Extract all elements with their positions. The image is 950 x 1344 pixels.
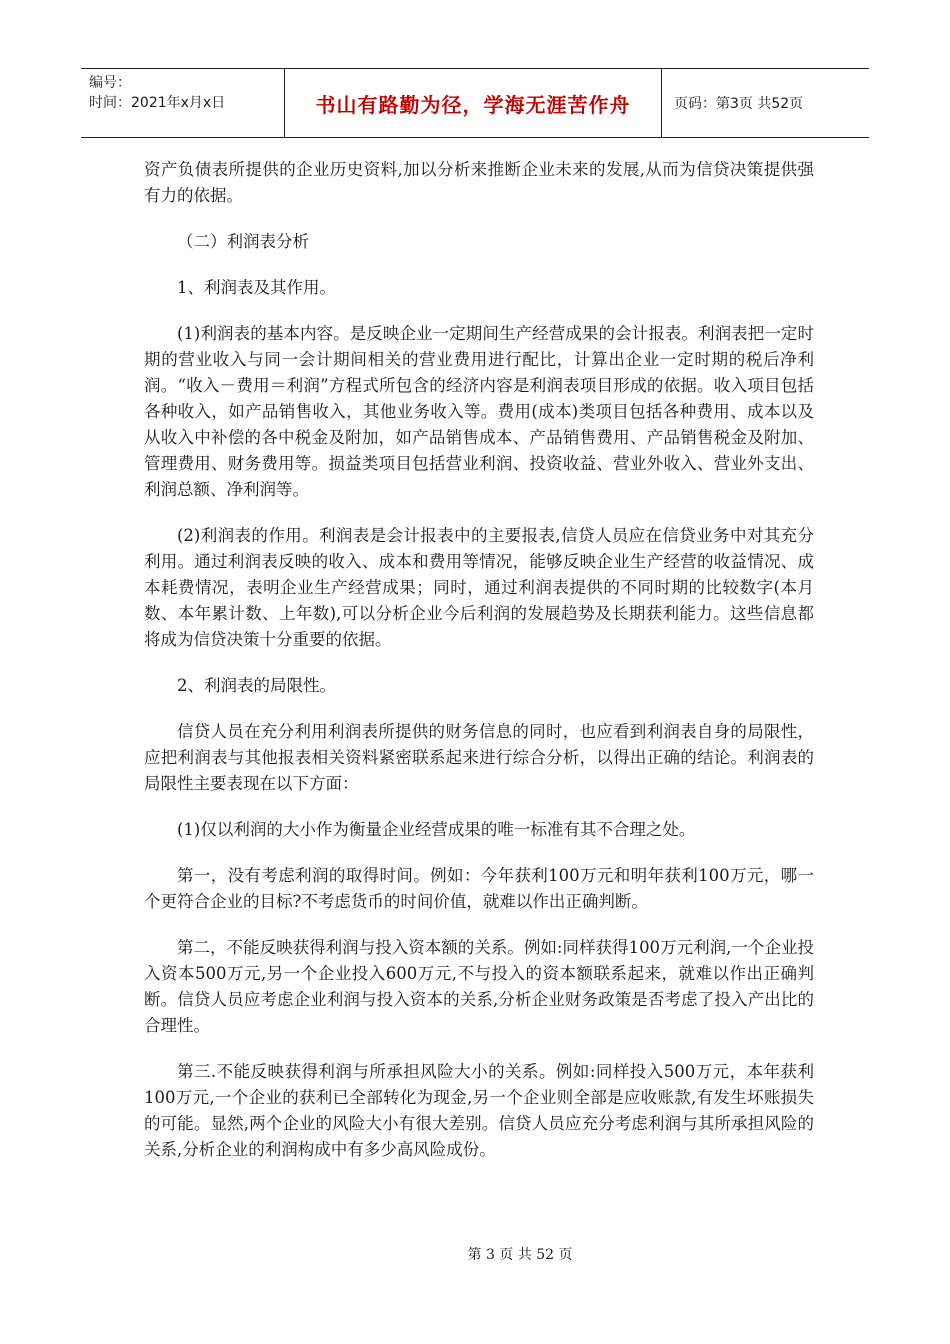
page-footer: 第 3 页 共 52 页: [467, 1247, 573, 1263]
document-body: [144, 157, 814, 1183]
header-page-info: 页码：第3页 共52页: [674, 96, 804, 112]
paragraph: (1)仅以利润的大小作为衡量企业经营成果的唯一标准有其不合理之处。: [177, 820, 696, 839]
section-heading: （二）利润表分析: [177, 232, 309, 251]
paragraph: (1)利润表的基本内容。是反映企业一定期间生产经营成果的会计报表。利润表把一定时期的营业收入与同一会计期间相关的营业费用进行配比，计算出企业一定时期的税后净利润。“收入－费用＝利润”方程式所包含的经济内容是利润表项目形成的依据。收入项目包括各种收入，如产品销售收入，其他业务收入等。费用(成本)类项目包括各种费用、成本以及从收入中补偿的各中税金及附加，如产品销售成本、产品销售费用、产品销售税金及附加、管理费用、财务费用等。损益类项目包括营业利润、投资收益、营业外收入、营业外支出、利润总额、净利润等。: [144, 324, 814, 499]
paragraph: 信贷人员在充分利用利润表所提供的财务信息的同时，也应看到利润表自身的局限性，应把利润表与其他报表相关资料紧密联系起来进行综合分析，以得出正确的结论。利润表的局限性主要表现在以下方面：: [144, 722, 814, 793]
paragraph: 第三.不能反映获得利润与所承担风险大小的关系。例如:同样投入500万元，本年获利100万元,一个企业的获利已全部转化为现金,另一个企业则全部是应收账款,有发生坏账损失的可能。显然,两个企业的风险大小有很大差别。信贷人员应充分考虑利润与其所承担风险的关系,分析企业的利润构成中有多少高风险成份。: [144, 1062, 814, 1159]
paragraph: (2)利润表的作用。利润表是会计报表中的主要报表,信贷人员应在信贷业务中对其充分利用。通过利润表反映的收入、成本和费用等情况，能够反映企业生产经营的收益情况、成本耗费情况，表明企业生产经营成果；同时，通过利润表提供的不同时期的比较数字(本月数、本年累计数、上年数),可以分析企业今后利润的发展趋势及长期获利能力。这些信息都将成为信贷决策十分重要的依据。: [144, 526, 814, 649]
document-number-label: 编号：: [89, 75, 131, 91]
document-date: 时间：2021年x月x日: [89, 95, 226, 111]
header-motto: 书山有路勤为径，学海无涯苦作舟: [285, 69, 662, 137]
paragraph-continuation: 资产负债表所提供的企业历史资料,加以分析来推断企业未来的发展,从而为信贷决策提供强有力的依据。: [144, 160, 814, 205]
paragraph: 第一，没有考虑利润的取得时间。例如：今年获利100万元和明年获利100万元，哪一个更符合企业的目标?不考虑货币的时间价值，就难以作出正确判断。: [144, 866, 814, 911]
subsection-heading: 2、利润表的局限性。: [177, 676, 336, 695]
header-meta: [81, 69, 285, 137]
page-header: [81, 68, 869, 138]
subsection-heading: 1、利润表及其作用。: [177, 278, 336, 297]
paragraph: 第二，不能反映获得利润与投入资本额的关系。例如:同样获得100万元利润,一个企业投入资本500万元,另一个企业投入600万元,不与投入的资本额联系起来，就难以作出正确判断。信贷人员应考虑企业利润与投入资本的关系,分析企业财务政策是否考虑了投入产出比的合理性。: [144, 938, 814, 1035]
